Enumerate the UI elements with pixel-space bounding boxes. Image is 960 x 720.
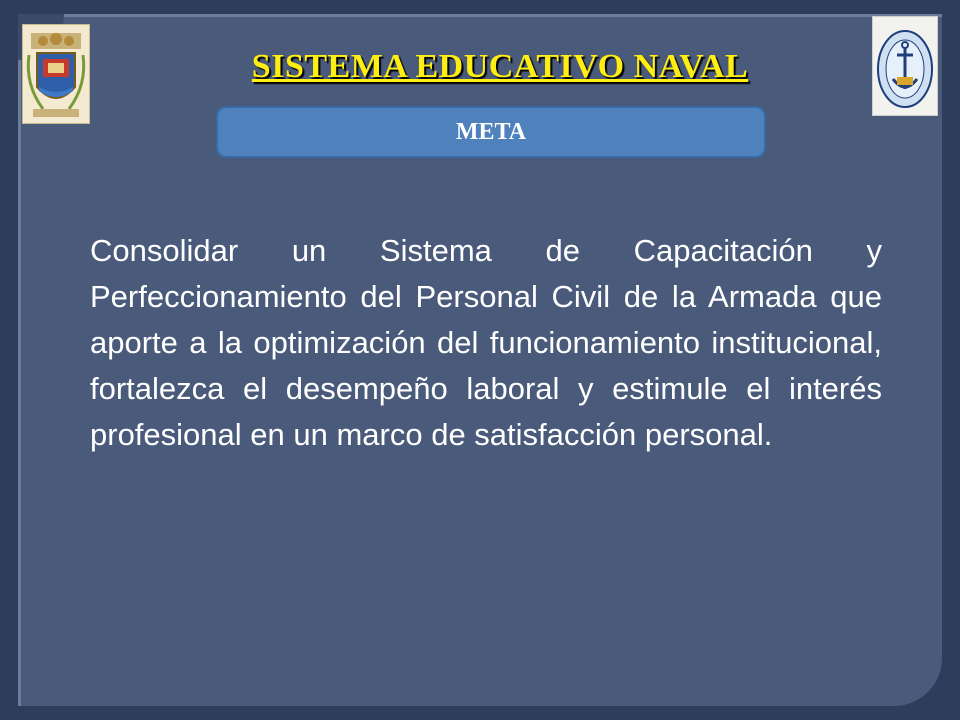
meta-description: Consolidar un Sistema de Capacitación y Perfeccionamiento del Personal Civil de la Armada que aporte a la optimización del funcionamiento institucional, fortalezca el desempeño laboral y estimule el interés profesional en un marco de satisfacción personal. bbox=[90, 233, 882, 452]
anchor-seal-icon bbox=[872, 16, 938, 116]
meta-header-box bbox=[216, 106, 766, 158]
slide-title: SISTEMA EDUCATIVO NAVAL bbox=[251, 48, 749, 85]
naval-crest-icon bbox=[22, 24, 90, 124]
meta-label: META bbox=[455, 118, 527, 145]
